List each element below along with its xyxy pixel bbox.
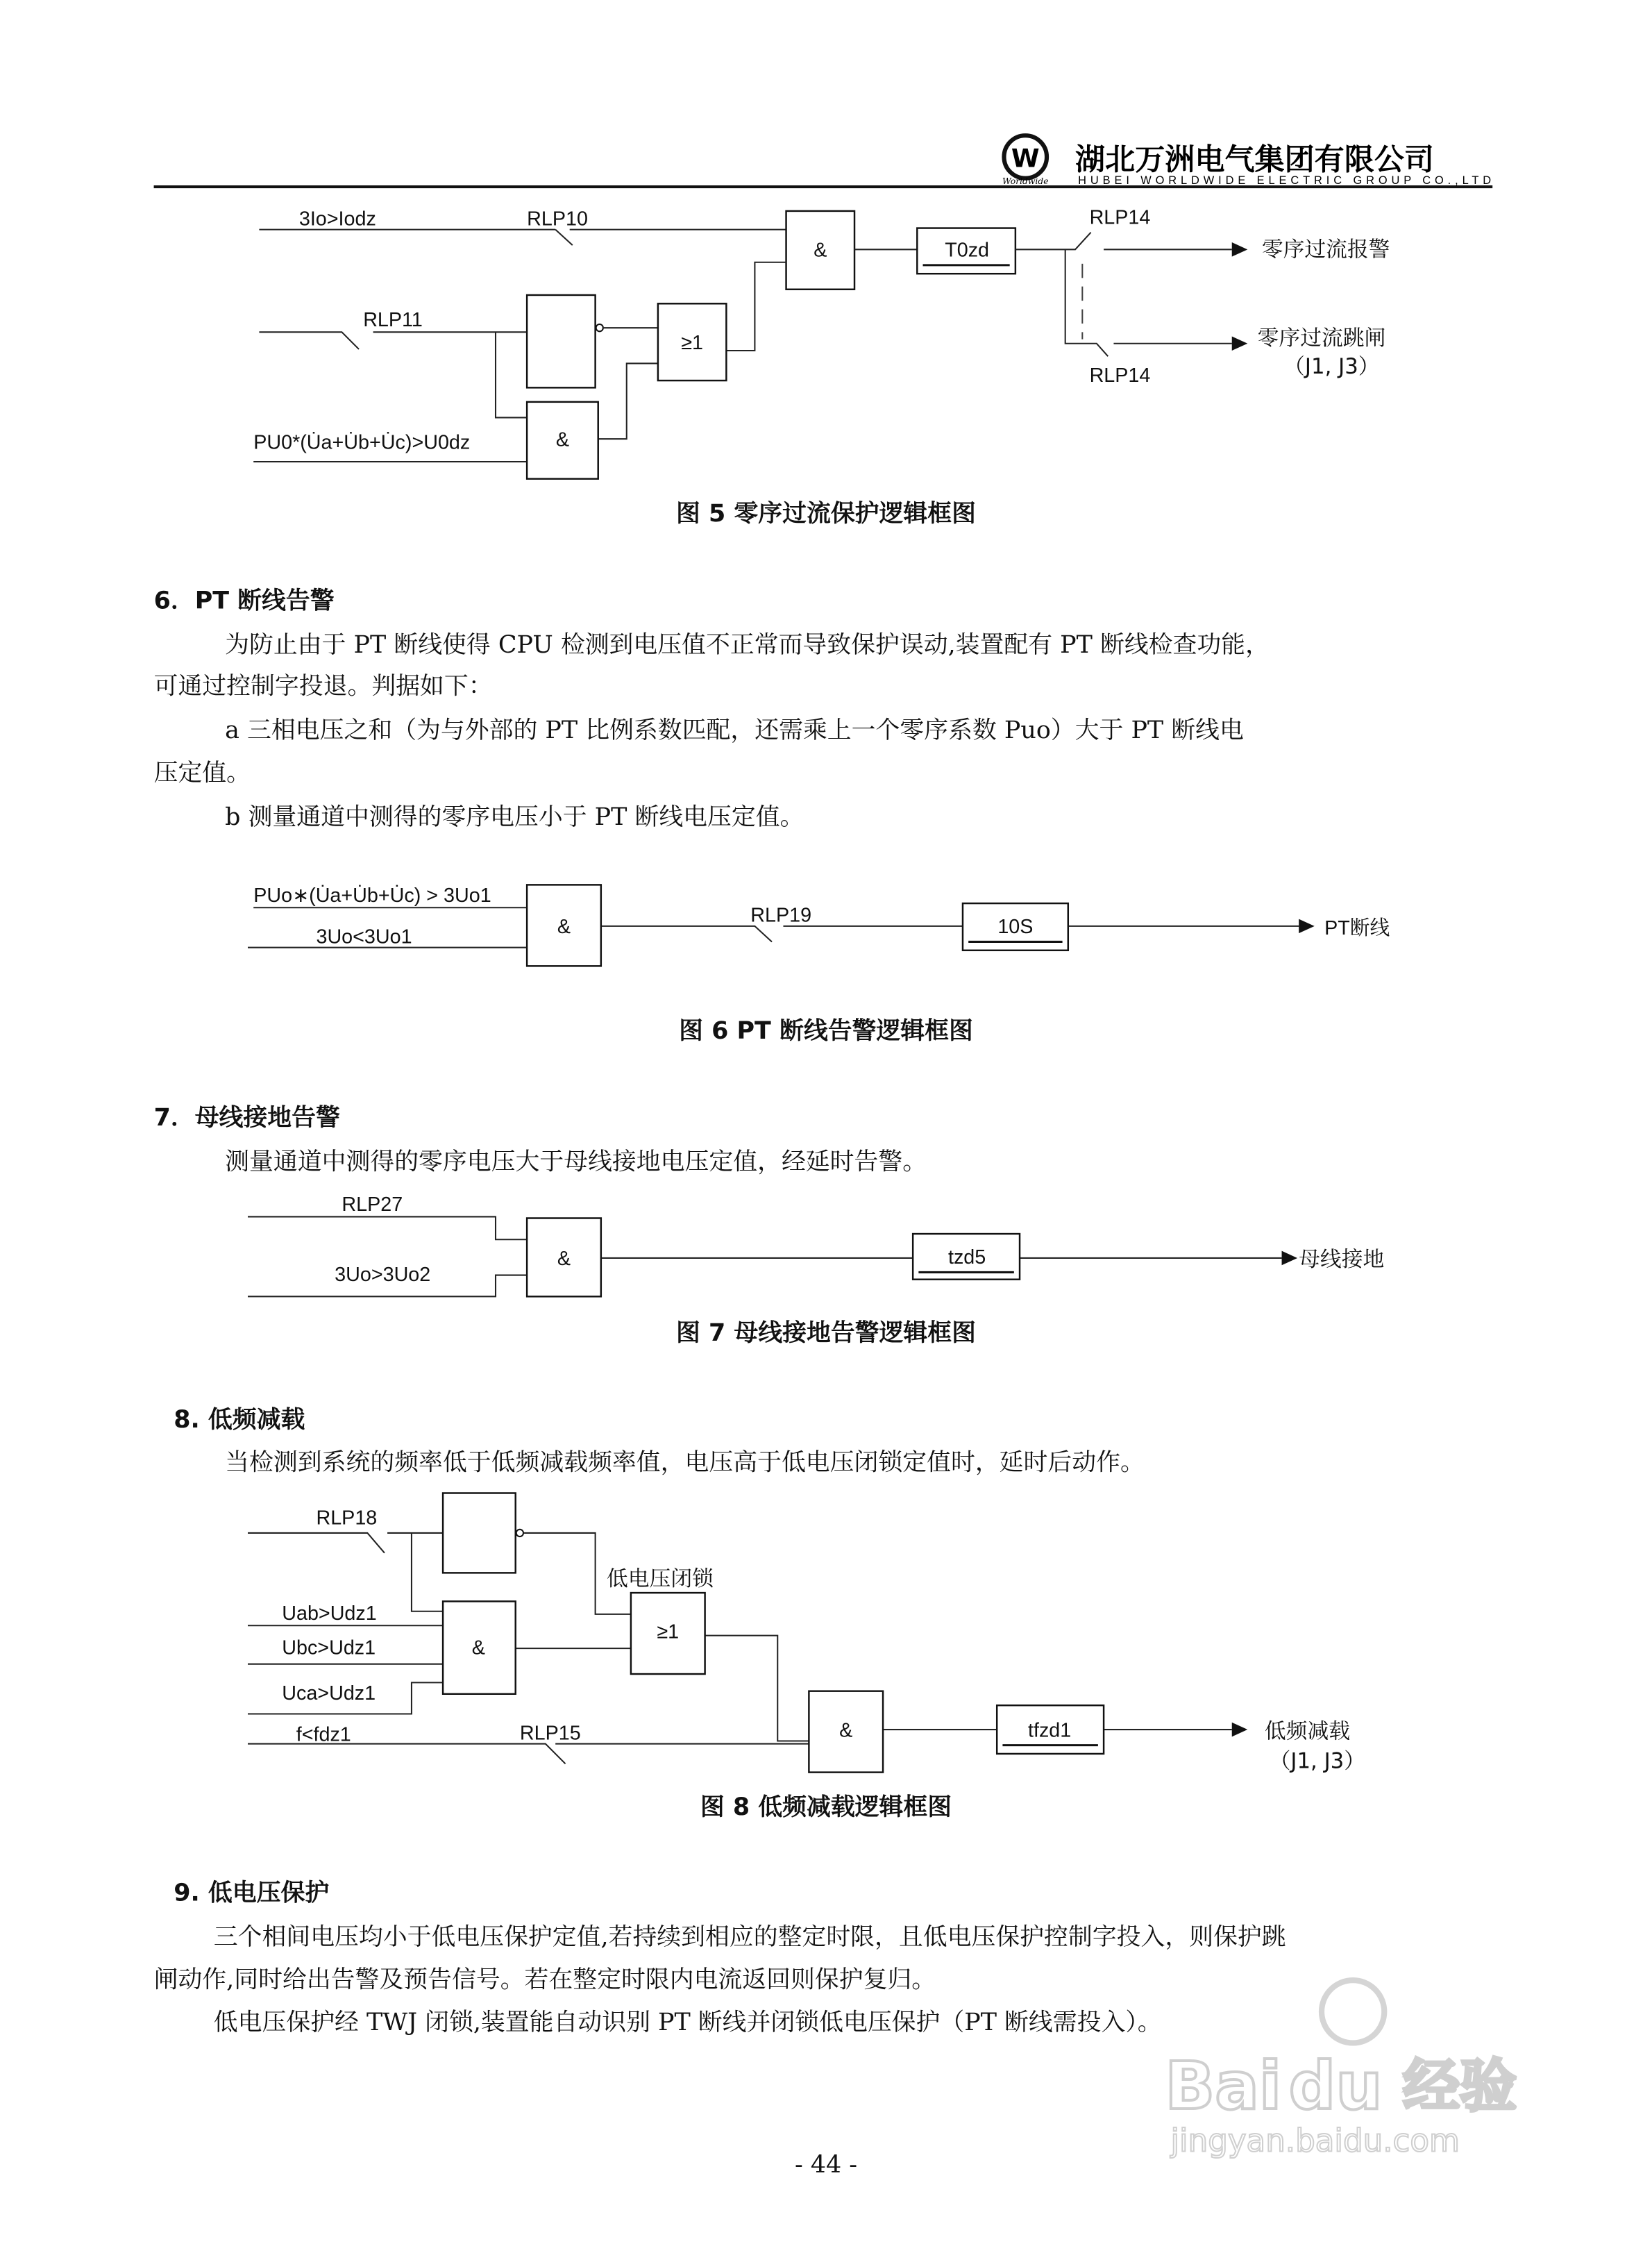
diagram-label: f<fdz1 (296, 1723, 351, 1746)
company-name-cn: 湖北万洲电气集团有限公司 (1075, 142, 1435, 178)
diagram-label: Uab>Udz1 (282, 1602, 377, 1625)
diagram-label: （J1, J3） (1283, 353, 1380, 379)
figure-5-caption: 图 5 零序过流保护逻辑框图 (676, 500, 976, 528)
paragraph: 三个相间电压均小于低电压保护定值,若持续到相应的整定时限，且低电压保护控制字投入，则保护跳 (213, 1923, 1286, 1951)
figure-6-caption: 图 6 PT 断线告警逻辑框图 (679, 1016, 973, 1045)
diagram-label: Uca>Udz1 (282, 1682, 376, 1705)
paragraph: 测量通道中测得的零序电压大于母线接地电压定值，经延时告警。 (225, 1148, 927, 1176)
diagram-label: RLP14 (1089, 365, 1151, 387)
figure-8-diagram (248, 1493, 1365, 1773)
diagram-label: & (814, 239, 827, 262)
paragraph: a 三相电压之和（为与外部的 PT 比例系数匹配，还需乘上一个零序系数 Puo）大于 PT 断线电 (225, 717, 1244, 745)
diagram-label: & (839, 1719, 853, 1742)
signal-wire (259, 230, 786, 246)
shape: W (1011, 143, 1040, 174)
company-name-en: HUBEI WORLDWIDE ELECTRIC GROUP CO.,LTD (1078, 174, 1492, 187)
figure-7-diagram (248, 1194, 1384, 1296)
diagram-label: RLP11 (363, 309, 423, 332)
signal-wire (1299, 919, 1315, 934)
diagram-label: & (471, 1636, 485, 1659)
paragraph: 当检测到系统的频率低于低频减载频率值，电压高于低电压闭锁定值时，延时后动作。 (225, 1448, 1145, 1477)
diagram-label: tzd5 (947, 1246, 986, 1269)
diagram-label: ≥1 (657, 1621, 680, 1643)
diagram-label: RLP10 (527, 208, 588, 231)
diagram-label: RLP19 (750, 904, 812, 927)
diagram-label: du (1288, 2048, 1383, 2125)
logic-block (443, 1493, 516, 1573)
inverter-bubble (596, 324, 603, 331)
diagram-label: RLP27 (342, 1194, 403, 1216)
paragraph: 压定值。 (153, 759, 251, 787)
figure-7-caption: 图 7 母线接地告警逻辑框图 (676, 1318, 976, 1347)
inverter-bubble (516, 1530, 523, 1537)
diagram-label: 经验 (1402, 2053, 1517, 2120)
diagram-label: 3Uo<3Uo1 (316, 926, 412, 948)
diagram-label: & (557, 916, 571, 939)
paragraph: 低电压保护经 TWJ 闭锁,装置能自动识别 PT 断线并闭锁低电压保护（PT 断线需投入）。 (213, 2008, 1162, 2036)
company-logo (1002, 135, 1048, 186)
diagram-label: Worldwide (1002, 176, 1049, 186)
diagram-label: PUo∗(U̇a+U̇b+U̇c) > 3Uo1 (253, 885, 491, 907)
baidu-watermark (1165, 1980, 1517, 2159)
diagram-label: jingyan.baidu.com (1170, 2122, 1460, 2159)
diagram-label: Bai (1165, 2048, 1282, 2125)
figure-6-diagram (248, 885, 1390, 966)
figure-8-caption: 图 8 低频减载逻辑框图 (700, 1793, 952, 1822)
diagram-label: 零序过流跳闸 (1257, 325, 1386, 351)
diagram-label: T0zd (945, 239, 990, 262)
diagram-label: （J1, J3） (1269, 1748, 1366, 1774)
section-6-title: 6．PT 断线告警 (153, 587, 335, 615)
diagram-label: 3Uo>3Uo2 (335, 1263, 431, 1286)
section-8-title: 8. 低频减载 (174, 1406, 305, 1434)
paragraph: 闸动作,同时给出告警及预告信号。若在整定时限内电流返回则保护复归。 (153, 1966, 936, 1994)
not-gate (527, 295, 595, 387)
signal-wire (1282, 1251, 1298, 1266)
diagram-label: 母线接地 (1299, 1247, 1385, 1273)
signal-wire (1232, 1723, 1248, 1737)
diagram-label: 3Io>Iodz (298, 208, 376, 231)
diagram-label: RLP15 (519, 1722, 581, 1745)
page-header (154, 135, 1493, 187)
diagram-label: 零序过流报警 (1261, 237, 1390, 262)
signal-wire (1232, 242, 1248, 351)
diagram-label: & (557, 1248, 571, 1271)
paragraph: b 测量通道中测得的零序电压小于 PT 断线电压定值。 (225, 803, 804, 832)
diagram-label: tfzd1 (1027, 1719, 1072, 1742)
paw-icon (1322, 1980, 1384, 2043)
diagram-label: RLP14 (1089, 206, 1151, 229)
diagram-label: PU0*(U̇a+U̇b+U̇c)>U0dz (253, 431, 471, 454)
paragraph: 为防止由于 PT 断线使得 CPU 检测到电压值不正常而导致保护误动,装置配有 PT 断线检查功能， (225, 630, 1270, 659)
figure-5-diagram (253, 206, 1390, 478)
diagram-label: RLP18 (316, 1507, 378, 1530)
diagram-label: Ubc>Udz1 (282, 1636, 376, 1659)
signal-wire (1015, 233, 1232, 357)
diagram-label: 10S (997, 916, 1034, 939)
diagram-label: PT断线 (1324, 917, 1390, 940)
section-9-title: 9. 低电压保护 (174, 1879, 330, 1907)
section-7-title: 7．母线接地告警 (153, 1104, 340, 1132)
paragraph: 可通过控制字投退。判据如下： (153, 672, 493, 701)
page-number: - 44 - (794, 2151, 858, 2179)
diagram-label: 低电压闭锁 (607, 1566, 714, 1591)
diagram-label: 低频减载 (1264, 1718, 1350, 1744)
diagram-label: & (555, 428, 570, 451)
diagram-label: ≥1 (681, 331, 704, 354)
